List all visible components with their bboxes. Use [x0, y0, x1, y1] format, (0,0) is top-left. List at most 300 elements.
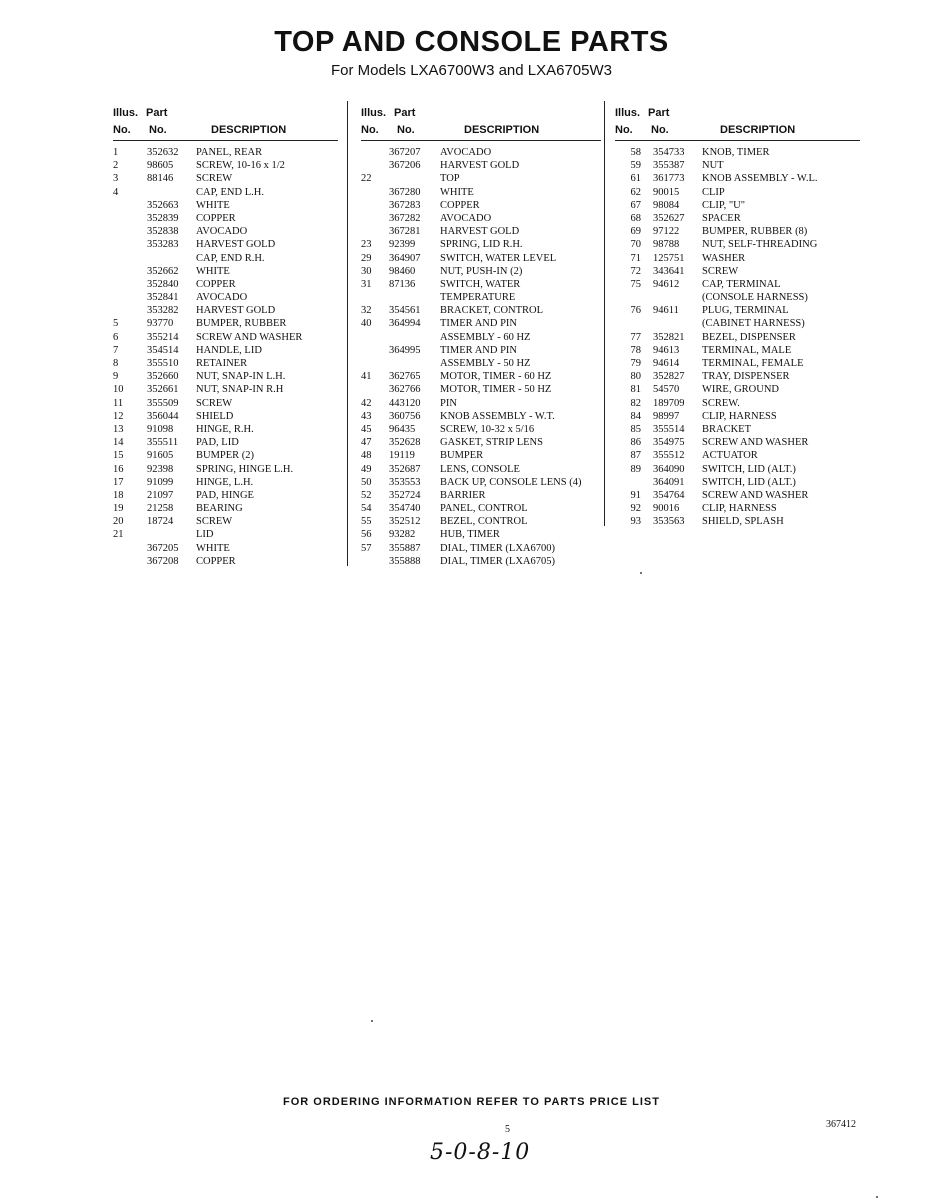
part-no-cell: 367208 [147, 555, 179, 567]
description-cell: CAP, TERMINAL [702, 278, 781, 290]
table-row [361, 199, 601, 212]
description-cell: PANEL, CONTROL [440, 503, 528, 515]
part-no-cell: 352838 [147, 226, 179, 238]
part-no-cell: 352840 [147, 278, 179, 290]
description-cell: GASKET, STRIP LENS [440, 437, 543, 449]
parts-rows [113, 141, 338, 568]
table-row [361, 502, 601, 515]
header-part: Part [648, 107, 670, 119]
table-row [113, 357, 338, 370]
table-row [361, 542, 601, 555]
table-row [113, 265, 338, 278]
column-divider [604, 101, 605, 526]
table-row [113, 489, 338, 502]
table-row [113, 317, 338, 330]
illus-no-cell: 56 [361, 529, 372, 541]
table-row [113, 449, 338, 462]
table-row [113, 225, 338, 238]
table-row [113, 212, 338, 225]
description-cell: KNOB ASSEMBLY - W.T. [440, 410, 555, 422]
table-row [113, 476, 338, 489]
illus-no-cell: 50 [361, 476, 372, 488]
description-cell: SWITCH, LID (ALT.) [702, 463, 796, 475]
description-cell: RETAINER [196, 358, 248, 369]
part-no-cell: 352821 [653, 331, 685, 343]
table-row [615, 344, 860, 357]
description-cell: BUMPER (2) [196, 450, 255, 462]
part-no-cell: 443120 [389, 397, 421, 409]
part-no-cell: 355514 [653, 423, 685, 435]
part-no-cell: 364091 [653, 476, 685, 488]
table-row [361, 146, 601, 159]
part-no-cell: 352663 [147, 199, 179, 211]
table-row [615, 423, 860, 436]
header-part-no: No. [651, 124, 669, 136]
description-cell: COPPER [196, 278, 236, 290]
description-cell: ASSEMBLY - 60 HZ [440, 331, 531, 343]
part-no-cell: 352687 [389, 463, 421, 475]
part-no-cell: 92398 [147, 463, 174, 475]
description-cell: PAD, HINGE [196, 489, 254, 501]
description-cell: BRACKET, CONTROL [440, 305, 544, 317]
illus-no-cell: 15 [113, 450, 124, 462]
description-cell: TOP [440, 173, 460, 185]
table-row [615, 238, 860, 251]
illus-no-cell: 78 [630, 344, 641, 356]
illus-no-cell: 84 [630, 410, 641, 422]
illus-no-cell: 79 [630, 358, 641, 369]
part-no-cell: 98460 [389, 265, 416, 277]
part-no-cell: 92399 [389, 239, 416, 251]
description-cell: SCREW [196, 173, 233, 185]
table-row [361, 370, 601, 383]
description-cell: BUMPER [440, 450, 484, 462]
illus-no-cell: 11 [113, 397, 124, 409]
description-cell: SCREW, 10-32 x 5/16 [440, 423, 535, 435]
parts-column-2 [361, 104, 601, 568]
description-cell: WHITE [196, 542, 230, 554]
illus-no-cell: 20 [113, 516, 124, 528]
table-row [361, 555, 601, 568]
illus-no-cell: 14 [113, 437, 124, 449]
description-cell: AVOCADO [196, 226, 248, 238]
description-cell: DIAL, TIMER (LXA6700) [440, 542, 555, 554]
table-row [615, 278, 860, 291]
table-row [361, 291, 601, 304]
illus-no-cell: 23 [361, 239, 372, 251]
table-row [113, 252, 338, 265]
header-illus: Illus. [615, 107, 641, 119]
header-illus-no: No. [113, 124, 131, 136]
table-row [361, 397, 601, 410]
illus-no-cell: 42 [361, 397, 372, 409]
part-no-cell: 189709 [653, 397, 685, 409]
description-cell: CAP, END L.H. [196, 186, 264, 198]
description-cell: BUMPER, RUBBER (8) [702, 226, 808, 238]
illus-no-cell: 82 [630, 397, 641, 409]
description-cell: DIAL, TIMER (LXA6705) [440, 555, 555, 567]
illus-no-cell: 6 [113, 331, 119, 343]
illus-no-cell: 8 [113, 358, 119, 369]
illus-no-cell: 32 [361, 305, 372, 317]
table-row [361, 225, 601, 238]
table-row [113, 291, 338, 304]
description-cell: CLIP [702, 186, 725, 198]
description-cell: SCREW. [702, 397, 740, 409]
illus-no-cell: 21 [113, 529, 124, 541]
part-no-cell: 355512 [653, 450, 685, 462]
table-row [113, 397, 338, 410]
part-no-cell: 360756 [389, 410, 421, 422]
table-row [113, 146, 338, 159]
description-cell: ASSEMBLY - 50 HZ [440, 358, 531, 369]
description-cell: SHIELD, SPLASH [702, 516, 784, 528]
description-cell: TIMER AND PIN [440, 344, 518, 356]
table-row [113, 528, 338, 541]
illus-no-cell: 55 [361, 516, 372, 528]
table-row [361, 212, 601, 225]
table-row [361, 436, 601, 449]
table-row [361, 449, 601, 462]
part-no-cell: 354561 [389, 305, 421, 317]
part-no-cell: 364090 [653, 463, 685, 475]
table-row [615, 199, 860, 212]
description-cell: HUB, TIMER [440, 529, 500, 541]
table-row [615, 436, 860, 449]
part-no-cell: 94614 [653, 358, 680, 369]
part-no-cell: 91605 [147, 450, 174, 462]
description-cell: HARVEST GOLD [196, 305, 276, 317]
part-no-cell: 94613 [653, 344, 680, 356]
table-row [615, 476, 860, 489]
scan-speck [371, 1020, 373, 1022]
description-cell: HINGE, R.H. [196, 423, 254, 435]
illus-no-cell: 30 [361, 265, 372, 277]
header-description: DESCRIPTION [464, 124, 540, 136]
illus-no-cell: 49 [361, 463, 372, 475]
part-no-cell: 353283 [147, 239, 179, 251]
table-row [361, 489, 601, 502]
description-cell: WIRE, GROUND [702, 384, 779, 396]
description-cell: NUT, PUSH-IN (2) [440, 265, 523, 277]
parts-rows [615, 141, 860, 528]
table-row [615, 370, 860, 383]
part-no-cell: 354740 [389, 503, 421, 515]
table-row [361, 383, 601, 396]
part-no-cell: 353282 [147, 305, 179, 317]
table-row [615, 463, 860, 476]
illus-no-cell: 71 [630, 252, 641, 264]
header-part: Part [394, 107, 416, 119]
part-no-cell: 367206 [389, 160, 421, 172]
table-row [113, 278, 338, 291]
illus-no-cell: 69 [630, 226, 641, 238]
table-row [113, 186, 338, 199]
part-no-cell: 367205 [147, 542, 179, 554]
part-no-cell: 87136 [389, 278, 416, 290]
illus-no-cell: 76 [630, 305, 641, 317]
part-no-cell: 125751 [653, 252, 685, 264]
part-no-cell: 19119 [389, 450, 415, 462]
table-row [615, 449, 860, 462]
part-no-cell: 352632 [147, 147, 179, 158]
illus-no-cell: 3 [113, 173, 119, 185]
part-no-cell: 355214 [147, 331, 179, 343]
table-row [361, 331, 601, 344]
column-header [361, 104, 601, 141]
part-no-cell: 352628 [389, 437, 421, 449]
part-no-cell: 354514 [147, 344, 179, 356]
part-no-cell: 352661 [147, 384, 179, 396]
table-row [615, 410, 860, 423]
illus-no-cell: 93 [630, 516, 641, 528]
table-row [615, 291, 860, 304]
document-number: 367412 [826, 1119, 856, 1130]
description-cell: BEARING [196, 503, 243, 515]
table-row [615, 186, 860, 199]
parts-column-1 [113, 104, 338, 568]
table-row [113, 423, 338, 436]
description-cell: KNOB ASSEMBLY - W.L. [702, 173, 818, 185]
description-cell: LENS, CONSOLE [440, 463, 520, 475]
part-no-cell: 18724 [147, 516, 174, 528]
table-row [113, 304, 338, 317]
header-illus-no: No. [615, 124, 633, 136]
table-row [361, 238, 601, 251]
table-row [615, 383, 860, 396]
part-no-cell: 352627 [653, 212, 685, 224]
description-cell: CLIP, "U" [702, 199, 745, 211]
parts-column-3 [615, 104, 860, 528]
handwritten-note: 5-0-8-10 [430, 1140, 531, 1165]
illus-no-cell: 16 [113, 463, 124, 475]
description-cell: WHITE [440, 186, 474, 198]
description-cell: (CABINET HARNESS) [702, 318, 805, 330]
table-row [113, 199, 338, 212]
header-part-no: No. [397, 124, 415, 136]
table-row [113, 463, 338, 476]
column-header [615, 104, 860, 141]
description-cell: BARRIER [440, 489, 486, 501]
description-cell: NUT, SNAP-IN L.H. [196, 371, 286, 383]
part-no-cell: 97122 [653, 226, 680, 238]
description-cell: BRACKET [702, 423, 752, 435]
part-no-cell: 355888 [389, 555, 421, 567]
header-description: DESCRIPTION [211, 124, 287, 136]
part-no-cell: 356044 [147, 410, 179, 422]
illus-no-cell: 45 [361, 423, 372, 435]
table-row [361, 172, 601, 185]
illus-no-cell: 40 [361, 318, 372, 330]
description-cell: BACK UP, CONSOLE LENS (4) [440, 476, 582, 488]
part-no-cell: 21097 [147, 489, 174, 501]
illus-no-cell: 77 [630, 331, 641, 343]
header-illus: Illus. [361, 107, 387, 119]
description-cell: NUT [702, 160, 724, 172]
description-cell: BEZEL, CONTROL [440, 516, 528, 528]
illus-no-cell: 87 [630, 450, 641, 462]
description-cell: SWITCH, WATER [440, 278, 521, 290]
illus-no-cell: 4 [113, 186, 119, 198]
part-no-cell: 352839 [147, 212, 179, 224]
table-row [361, 344, 601, 357]
table-row [361, 515, 601, 528]
part-no-cell: 355509 [147, 397, 179, 409]
description-cell: (CONSOLE HARNESS) [702, 292, 808, 304]
description-cell: SHIELD [196, 410, 234, 422]
part-no-cell: 96435 [389, 423, 416, 435]
description-cell: WHITE [196, 199, 230, 211]
table-row [615, 304, 860, 317]
illus-no-cell: 17 [113, 476, 124, 488]
description-cell: CLIP, HARNESS [702, 503, 777, 515]
part-no-cell: 354764 [653, 489, 685, 501]
part-no-cell: 367207 [389, 147, 421, 158]
part-no-cell: 88146 [147, 173, 174, 185]
part-no-cell: 54570 [653, 384, 680, 396]
part-no-cell: 98084 [653, 199, 680, 211]
part-no-cell: 90015 [653, 186, 680, 198]
illus-no-cell: 43 [361, 410, 372, 422]
description-cell: SCREW AND WASHER [702, 437, 809, 449]
part-no-cell: 361773 [653, 173, 685, 185]
table-row [361, 278, 601, 291]
description-cell: MOTOR, TIMER - 50 HZ [440, 384, 552, 396]
illus-no-cell: 75 [630, 278, 641, 290]
description-cell: HARVEST GOLD [440, 226, 520, 238]
header-illus-no: No. [361, 124, 379, 136]
part-no-cell: 362766 [389, 384, 421, 396]
table-row [113, 344, 338, 357]
table-row [113, 172, 338, 185]
page-title: TOP AND CONSOLE PARTS [274, 26, 669, 58]
description-cell: AVOCADO [440, 212, 492, 224]
part-no-cell: 352827 [653, 371, 685, 383]
description-cell: PAD, LID [196, 437, 239, 449]
part-no-cell: 355887 [389, 542, 421, 554]
table-row [615, 172, 860, 185]
table-row [615, 397, 860, 410]
illus-no-cell: 91 [630, 489, 641, 501]
description-cell: WHITE [196, 265, 230, 277]
description-cell: TIMER AND PIN [440, 318, 518, 330]
illus-no-cell: 86 [630, 437, 641, 449]
description-cell: SCREW [196, 516, 233, 528]
illus-no-cell: 5 [113, 318, 119, 330]
illus-no-cell: 7 [113, 344, 119, 356]
table-row [615, 225, 860, 238]
illus-no-cell: 29 [361, 252, 372, 264]
header-description: DESCRIPTION [720, 124, 796, 136]
description-cell: COPPER [440, 199, 480, 211]
table-row [113, 502, 338, 515]
table-row [361, 410, 601, 423]
description-cell: TERMINAL, MALE [702, 344, 792, 356]
description-cell: HARVEST GOLD [196, 239, 276, 251]
illus-no-cell: 47 [361, 437, 372, 449]
description-cell: AVOCADO [440, 147, 492, 158]
description-cell: BEZEL, DISPENSER [702, 331, 796, 343]
description-cell: SPRING, HINGE L.H. [196, 463, 294, 475]
table-row [361, 528, 601, 541]
illus-no-cell: 70 [630, 239, 641, 251]
table-row [113, 331, 338, 344]
part-no-cell: 353563 [653, 516, 685, 528]
column-header [113, 104, 338, 141]
illus-no-cell: 54 [361, 503, 372, 515]
part-no-cell: 354975 [653, 437, 685, 449]
table-row [113, 515, 338, 528]
part-no-cell: 94612 [653, 278, 680, 290]
table-row [361, 159, 601, 172]
part-no-cell: 364995 [389, 344, 421, 356]
description-cell: HANDLE, LID [196, 344, 262, 356]
illus-no-cell: 1 [113, 147, 119, 158]
description-cell: LID [196, 529, 214, 541]
description-cell: NUT, SNAP-IN R.H [196, 384, 284, 396]
part-no-cell: 354733 [653, 147, 685, 158]
table-row [361, 304, 601, 317]
illus-no-cell: 41 [361, 371, 372, 383]
table-row [113, 410, 338, 423]
description-cell: SCREW [702, 265, 739, 277]
part-no-cell: 352724 [389, 489, 421, 501]
part-no-cell: 364907 [389, 252, 421, 264]
description-cell: SCREW AND WASHER [702, 489, 809, 501]
table-row [615, 212, 860, 225]
part-no-cell: 367282 [389, 212, 421, 224]
table-row [361, 186, 601, 199]
table-row [113, 542, 338, 555]
table-row [361, 423, 601, 436]
description-cell: KNOB, TIMER [702, 147, 770, 158]
illus-no-cell: 67 [630, 199, 641, 211]
table-row [615, 331, 860, 344]
illus-no-cell: 68 [630, 212, 641, 224]
table-row [615, 317, 860, 330]
part-no-cell: 90016 [653, 503, 680, 515]
scan-speck [640, 572, 642, 574]
description-cell: SPRING, LID R.H. [440, 239, 523, 251]
table-row [615, 159, 860, 172]
parts-rows [361, 141, 601, 568]
part-no-cell: 352662 [147, 265, 179, 277]
table-row [615, 265, 860, 278]
table-row [361, 252, 601, 265]
description-cell: SCREW AND WASHER [196, 331, 303, 343]
table-row [113, 159, 338, 172]
description-cell: MOTOR, TIMER - 60 HZ [440, 371, 552, 383]
header-part: Part [146, 107, 168, 119]
table-row [361, 265, 601, 278]
part-no-cell: 343641 [653, 265, 685, 277]
table-row [113, 555, 338, 568]
description-cell: NUT, SELF-THREADING [702, 239, 818, 251]
table-row [361, 317, 601, 330]
illus-no-cell: 19 [113, 503, 124, 515]
description-cell: AVOCADO [196, 292, 248, 304]
header-part-no: No. [149, 124, 167, 136]
part-no-cell: 355511 [147, 437, 179, 449]
table-row [615, 515, 860, 528]
part-no-cell: 91099 [147, 476, 174, 488]
illus-no-cell: 13 [113, 423, 124, 435]
part-no-cell: 355387 [653, 160, 685, 172]
part-no-cell: 352512 [389, 516, 421, 528]
table-row [361, 357, 601, 370]
table-row [113, 370, 338, 383]
part-no-cell: 353553 [389, 476, 421, 488]
